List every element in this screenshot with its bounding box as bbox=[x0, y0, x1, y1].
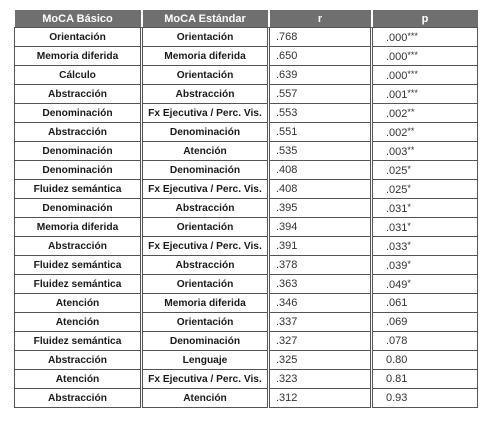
significance-stars: ** bbox=[407, 125, 415, 136]
table-row bbox=[15, 332, 478, 351]
cell-r-value: .323 bbox=[269, 370, 372, 389]
table-row bbox=[15, 389, 478, 408]
cell-moca-basico: Fluidez semántica bbox=[15, 256, 142, 275]
table-row bbox=[15, 104, 478, 123]
p-value-text: .039 bbox=[386, 259, 408, 272]
significance-stars: * bbox=[407, 182, 411, 193]
significance-stars: ** bbox=[407, 106, 415, 117]
correlation-table bbox=[14, 10, 478, 408]
cell-moca-basico: Atención bbox=[15, 370, 142, 389]
cell-moca-estandar: Fx Ejecutiva / Perc. Vis. bbox=[142, 237, 269, 256]
cell-moca-estandar: Denominación bbox=[142, 161, 269, 180]
significance-stars: * bbox=[407, 201, 411, 212]
cell-p-value bbox=[372, 294, 478, 313]
header-p: p bbox=[372, 10, 478, 28]
cell-r-value: .408 bbox=[269, 161, 372, 180]
p-value-text: .003 bbox=[386, 145, 408, 158]
cell-r-value: .312 bbox=[269, 389, 372, 408]
cell-moca-estandar: Atención bbox=[142, 389, 269, 408]
table-row bbox=[15, 351, 478, 370]
p-value-text: .002 bbox=[386, 107, 408, 120]
significance-stars: * bbox=[407, 258, 411, 269]
cell-p-value bbox=[372, 389, 478, 408]
significance-stars: * bbox=[407, 163, 411, 174]
cell-moca-basico: Memoria diferida bbox=[15, 47, 142, 66]
table-body bbox=[15, 28, 478, 408]
cell-moca-basico: Denominación bbox=[15, 161, 142, 180]
cell-moca-basico: Abstracción bbox=[15, 123, 142, 142]
cell-moca-basico: Fluidez semántica bbox=[15, 332, 142, 351]
table-row bbox=[15, 47, 478, 66]
cell-moca-estandar: Fx Ejecutiva / Perc. Vis. bbox=[142, 370, 269, 389]
p-value-text: .000 bbox=[386, 31, 408, 44]
table-row bbox=[15, 123, 478, 142]
cell-moca-basico: Atención bbox=[15, 294, 142, 313]
cell-r-value: .408 bbox=[269, 180, 372, 199]
table-row bbox=[15, 294, 478, 313]
cell-moca-basico: Atención bbox=[15, 313, 142, 332]
cell-moca-estandar: Atención bbox=[142, 142, 269, 161]
cell-p-value bbox=[372, 142, 478, 161]
cell-p-value bbox=[372, 66, 478, 85]
cell-moca-basico: Fluidez semántica bbox=[15, 275, 142, 294]
cell-r-value: .639 bbox=[269, 66, 372, 85]
significance-stars: *** bbox=[407, 87, 418, 98]
table-row bbox=[15, 66, 478, 85]
cell-r-value: .394 bbox=[269, 218, 372, 237]
table-row bbox=[15, 313, 478, 332]
cell-p-value bbox=[372, 351, 478, 370]
cell-p-value bbox=[372, 180, 478, 199]
cell-r-value: .391 bbox=[269, 237, 372, 256]
cell-moca-estandar: Orientación bbox=[142, 28, 269, 47]
significance-stars: * bbox=[407, 239, 411, 250]
cell-p-value bbox=[372, 256, 478, 275]
correlation-table-container bbox=[14, 10, 477, 408]
cell-moca-estandar: Fx Ejecutiva / Perc. Vis. bbox=[142, 104, 269, 123]
cell-r-value: .378 bbox=[269, 256, 372, 275]
header-moca-estandar: MoCA Estándar bbox=[142, 10, 269, 28]
cell-moca-estandar: Denominación bbox=[142, 332, 269, 351]
table-row bbox=[15, 28, 478, 47]
cell-moca-estandar: Orientación bbox=[142, 66, 269, 85]
significance-stars: *** bbox=[407, 68, 418, 79]
table-row bbox=[15, 199, 478, 218]
cell-p-value bbox=[372, 237, 478, 256]
cell-moca-estandar: Abstracción bbox=[142, 85, 269, 104]
cell-moca-basico: Memoria diferida bbox=[15, 218, 142, 237]
significance-stars: * bbox=[407, 277, 411, 288]
table-row bbox=[15, 237, 478, 256]
cell-r-value: .337 bbox=[269, 313, 372, 332]
significance-stars: * bbox=[407, 220, 411, 231]
cell-r-value: .327 bbox=[269, 332, 372, 351]
cell-r-value: .551 bbox=[269, 123, 372, 142]
cell-moca-estandar: Orientación bbox=[142, 275, 269, 294]
cell-moca-estandar: Orientación bbox=[142, 313, 269, 332]
p-value-text: .025 bbox=[386, 183, 408, 196]
cell-moca-estandar: Abstracción bbox=[142, 199, 269, 218]
p-value-text: 0.81 bbox=[386, 373, 408, 385]
cell-moca-estandar: Denominación bbox=[142, 123, 269, 142]
table-row bbox=[15, 275, 478, 294]
cell-moca-basico: Denominación bbox=[15, 199, 142, 218]
cell-moca-estandar: Orientación bbox=[142, 218, 269, 237]
p-value-text: .033 bbox=[386, 240, 408, 253]
cell-p-value bbox=[372, 275, 478, 294]
cell-moca-estandar: Abstracción bbox=[142, 256, 269, 275]
table-row bbox=[15, 256, 478, 275]
p-value-text: 0.80 bbox=[386, 354, 408, 366]
cell-moca-estandar: Fx Ejecutiva / Perc. Vis. bbox=[142, 180, 269, 199]
cell-r-value: .768 bbox=[269, 28, 372, 47]
cell-p-value bbox=[372, 199, 478, 218]
p-value-text: .001 bbox=[386, 88, 408, 101]
cell-r-value: .395 bbox=[269, 199, 372, 218]
p-value-text: .031 bbox=[386, 221, 408, 234]
cell-p-value bbox=[372, 370, 478, 389]
cell-r-value: .325 bbox=[269, 351, 372, 370]
significance-stars: *** bbox=[407, 30, 418, 41]
cell-r-value: .535 bbox=[269, 142, 372, 161]
cell-r-value: .557 bbox=[269, 85, 372, 104]
cell-p-value bbox=[372, 123, 478, 142]
header-moca-basico: MoCA Básico bbox=[15, 10, 142, 28]
cell-p-value bbox=[372, 28, 478, 47]
cell-moca-basico: Fluidez semántica bbox=[15, 180, 142, 199]
significance-stars: *** bbox=[407, 49, 418, 60]
cell-moca-estandar: Lenguaje bbox=[142, 351, 269, 370]
cell-p-value bbox=[372, 104, 478, 123]
cell-p-value bbox=[372, 218, 478, 237]
cell-r-value: .363 bbox=[269, 275, 372, 294]
p-value-text: .078 bbox=[386, 335, 408, 347]
p-value-text: .000 bbox=[386, 50, 408, 63]
p-value-text: .000 bbox=[386, 69, 408, 82]
cell-r-value: .346 bbox=[269, 294, 372, 313]
cell-moca-basico: Abstracción bbox=[15, 351, 142, 370]
cell-p-value bbox=[372, 47, 478, 66]
p-value-text: .025 bbox=[386, 164, 408, 177]
cell-moca-basico: Abstracción bbox=[15, 237, 142, 256]
cell-moca-estandar: Memoria diferida bbox=[142, 294, 269, 313]
table-row bbox=[15, 180, 478, 199]
table-row bbox=[15, 218, 478, 237]
cell-moca-basico: Denominación bbox=[15, 104, 142, 123]
p-value-text: .002 bbox=[386, 126, 408, 139]
significance-stars: ** bbox=[407, 144, 415, 155]
table-row bbox=[15, 142, 478, 161]
p-value-text: .031 bbox=[386, 202, 408, 215]
cell-p-value bbox=[372, 332, 478, 351]
header-row bbox=[15, 10, 478, 28]
table-row bbox=[15, 85, 478, 104]
table-row bbox=[15, 370, 478, 389]
cell-p-value bbox=[372, 313, 478, 332]
p-value-text: 0.93 bbox=[386, 392, 408, 404]
p-value-text: .069 bbox=[386, 316, 408, 328]
cell-p-value bbox=[372, 161, 478, 180]
table-row bbox=[15, 161, 478, 180]
cell-moca-basico: Cálculo bbox=[15, 66, 142, 85]
cell-moca-basico: Orientación bbox=[15, 28, 142, 47]
cell-p-value bbox=[372, 85, 478, 104]
cell-r-value: .553 bbox=[269, 104, 372, 123]
cell-moca-basico: Abstracción bbox=[15, 85, 142, 104]
cell-moca-estandar: Memoria diferida bbox=[142, 47, 269, 66]
cell-r-value: .650 bbox=[269, 47, 372, 66]
p-value-text: .049 bbox=[386, 278, 408, 291]
cell-moca-basico: Denominación bbox=[15, 142, 142, 161]
header-r: r bbox=[269, 10, 372, 28]
table-header bbox=[15, 10, 478, 28]
cell-moca-basico: Abstracción bbox=[15, 389, 142, 408]
p-value-text: .061 bbox=[386, 297, 408, 309]
